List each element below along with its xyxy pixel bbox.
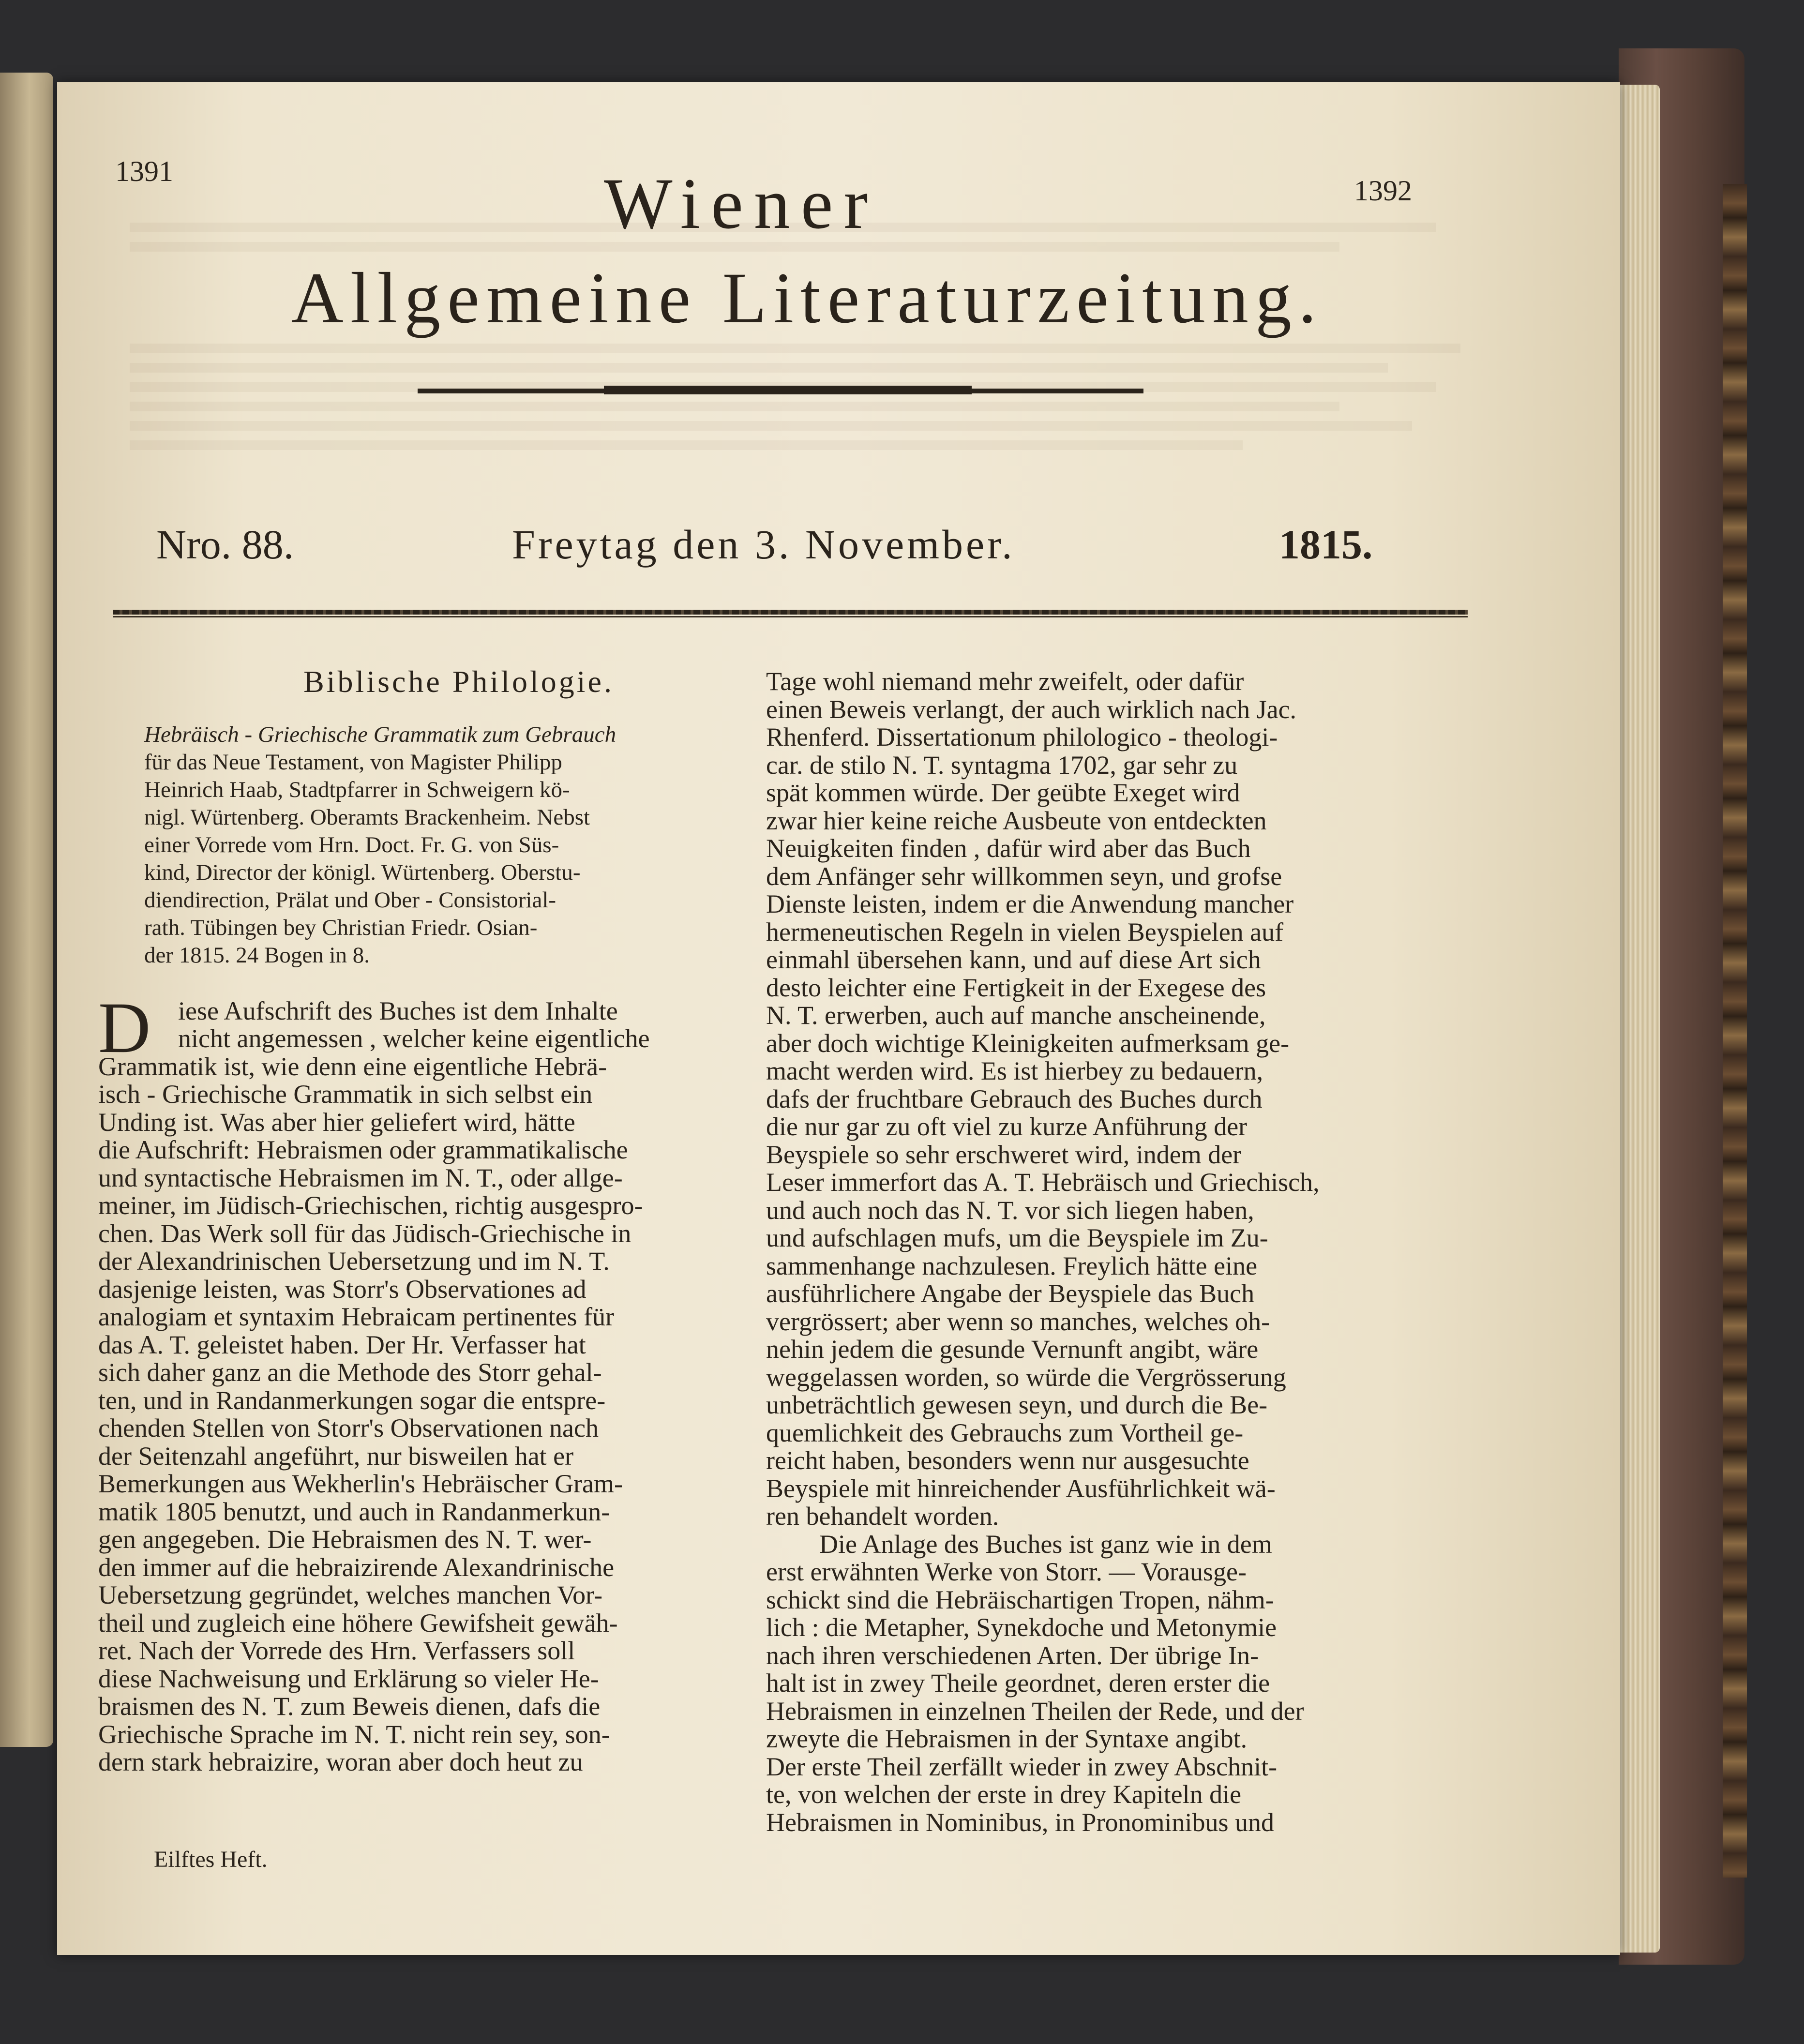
- body-line: die nur gar zu oft viel zu kurze Anführung der: [766, 1112, 1248, 1141]
- body-line: der Alexandrinischen Uebersetzung und im N. T.: [98, 1247, 610, 1276]
- body-line: iese Aufschrift des Buches ist dem Inhalte: [178, 996, 618, 1025]
- title-line: Hebräisch - Griechische Grammatik zum Gebrauch: [144, 721, 616, 747]
- title-line: kind, Director der königl. Würtenberg. Oberstu-: [144, 859, 581, 885]
- body-line: ret. Nach der Vorrede des Hrn. Verfassers soll: [98, 1636, 575, 1665]
- body-line: gen angegeben. Die Hebraismen des N. T. wer-: [98, 1525, 592, 1554]
- left-column: [98, 664, 747, 1776]
- title-line: rath. Tübingen bey Christian Friedr. Osian-: [144, 915, 538, 940]
- body-line: diese Nachweisung und Erklärung so vieler He-: [98, 1664, 599, 1693]
- body-line: sammenhange nachzulesen. Freylich hätte eine: [766, 1251, 1258, 1280]
- right-column: [766, 668, 1414, 1836]
- ornamental-rule: [113, 610, 1468, 615]
- title-line: nigl. Würtenberg. Oberamts Brackenheim. Nebst: [144, 804, 590, 830]
- marbled-cover-edge: [1723, 184, 1747, 1878]
- body-line: Unding ist. Was aber hier geliefert wird, hätte: [98, 1107, 575, 1137]
- body-line: vergrössert; aber wenn so manches, welches oh-: [766, 1307, 1270, 1336]
- body-line: die Aufschrift: Hebraismen oder grammatikalische: [98, 1135, 628, 1164]
- body-line: Griechische Sprache im N. T. nicht rein sey, son-: [98, 1719, 610, 1749]
- body-line: weggelassen worden, so würde die Vergrösserung: [766, 1362, 1286, 1392]
- facing-page-edge: [0, 73, 53, 1747]
- body-line: ten, und in Randanmerkungen sogar die entspre-: [98, 1385, 606, 1415]
- body-line: reicht haben, besonders wenn nur ausgesuchte: [766, 1446, 1249, 1475]
- body-line: macht werden wird. Es ist hierbey zu bedauern,: [766, 1056, 1263, 1085]
- body-line: meiner, im Jüdisch-Griechischen, richtig ausgespro-: [98, 1191, 643, 1220]
- body-line: Hebraismen in einzelnen Theilen der Rede, und der: [766, 1696, 1304, 1726]
- body-line: Bemerkungen aus Wekherlin's Hebräischer Gram-: [98, 1469, 623, 1498]
- review-body: [98, 987, 747, 1776]
- body-line: sich daher ganz an die Methode des Storr gehal-: [98, 1358, 602, 1387]
- body-line: Leser immerfort das A. T. Hebräisch und Griechisch,: [766, 1168, 1320, 1197]
- body-line: spät kommen würde. Der geübte Exeget wird: [766, 778, 1240, 807]
- body-line: schickt sind die Hebräischartigen Tropen, nähm-: [766, 1585, 1274, 1614]
- title-line: für das Neue Testament, von Magister Philipp: [144, 749, 562, 775]
- page-number-left: 1391: [115, 155, 173, 187]
- body-line: Tage wohl niemand mehr zweifelt, oder dafür: [766, 667, 1244, 696]
- body-line: analogiam et syntaxim Hebraicam pertinentes für: [98, 1302, 615, 1331]
- body-line: Hebraismen in Nominibus, in Pronominibus und: [766, 1807, 1274, 1837]
- body-line: car. de stilo N. T. syntagma 1702, gar sehr zu: [766, 750, 1238, 780]
- body-line: nehin jedem die gesunde Vernunft angibt, wäre: [766, 1335, 1259, 1364]
- title-line: diendirection, Prälat und Ober - Consistorial-: [144, 887, 556, 913]
- body-line: Dienste leisten, indem er die Anwendung mancher: [766, 889, 1294, 918]
- body-line: desto leichter eine Fertigkeit in der Exegese des: [766, 973, 1266, 1002]
- body-line: Der erste Theil zerfällt wieder in zwey Abschnit-: [766, 1752, 1278, 1781]
- body-line: ren behandelt worden.: [766, 1502, 999, 1531]
- body-line: Beyspiele mit hinreichender Ausführlichkeit wä-: [766, 1473, 1276, 1503]
- issue-number: Nro. 88.: [156, 521, 294, 568]
- page-number-right: 1392: [1354, 175, 1412, 207]
- body-line: N. T. erwerben, auch auf manche anscheinende,: [766, 1001, 1266, 1030]
- title-line: der 1815. 24 Bogen in 8.: [144, 942, 370, 968]
- body-line: ausführlichere Angabe der Beyspiele das Buch: [766, 1279, 1255, 1308]
- body-line: te, von welchen der erste in drey Kapiteln die: [766, 1780, 1242, 1809]
- body-line: isch - Griechische Grammatik in sich selbst ein: [98, 1080, 593, 1109]
- title-line: einer Vorrede vom Hrn. Doct. Fr. G. von Süs-: [144, 832, 559, 857]
- body-line: dafs der fruchtbare Gebrauch des Buches durch: [766, 1084, 1263, 1113]
- body-line: zweyte die Hebraismen in der Syntaxe angibt.: [766, 1724, 1248, 1753]
- body-line: chenden Stellen von Storr's Observationen nach: [98, 1413, 599, 1443]
- book-title-block: [98, 721, 747, 969]
- body-line: erst erwähnten Werke von Storr. — Vorausge-: [766, 1557, 1247, 1586]
- body-line: matik 1805 benutzt, und auch in Randanmerkun-: [98, 1497, 610, 1526]
- masthead-title-line2: Allgemeine Literaturzeitung.: [291, 258, 1323, 338]
- body-line: lich : die Metapher, Synekdoche und Metonymie: [766, 1613, 1277, 1642]
- body-line: dern stark hebraizire, woran aber doch heut zu: [98, 1747, 583, 1776]
- body-line: Die Anlage des Buches ist ganz wie in dem: [819, 1529, 1272, 1559]
- body-line: einen Beweis verlangt, der auch wirklich nach Jac.: [766, 694, 1297, 724]
- body-line: nicht angemessen , welcher keine eigentliche: [178, 1024, 650, 1053]
- body-line: Rhenferd. Dissertationum philologico - theologi-: [766, 722, 1278, 751]
- body-line: Neuigkeiten finden , dafür wird aber das Buch: [766, 834, 1251, 863]
- drop-cap: D: [98, 987, 151, 1068]
- body-line: dasjenige leisten, was Storr's Observationes ad: [98, 1274, 586, 1304]
- body-line: unbeträchtlich gewesen seyn, und durch die Be-: [766, 1390, 1268, 1419]
- masthead-rule-thick: [604, 386, 972, 394]
- body-line: Uebersetzung gegründet, welches manchen Vor-: [98, 1580, 603, 1609]
- body-line: und auch noch das N. T. vor sich liegen haben,: [766, 1195, 1254, 1225]
- body-line: dem Anfänger sehr willkommen seyn, und grofse: [766, 861, 1282, 891]
- body-line: hermeneutischen Regeln in vielen Beyspielen auf: [766, 917, 1284, 947]
- signature-mark: Eilftes Heft.: [154, 1847, 268, 1872]
- body-line: und aufschlagen mufs, um die Beyspiele im Zu-: [766, 1223, 1268, 1252]
- body-line: quemlichkeit des Gebrauchs zum Vortheil ge-: [766, 1418, 1244, 1447]
- masthead-title-line1: Wiener: [604, 164, 879, 244]
- body-line: einmahl übersehen kann, und auf diese Art sich: [766, 945, 1261, 974]
- body-line: zwar hier keine reiche Ausbeute von entdeckten: [766, 806, 1267, 835]
- body-line: theil und zugleich eine höhere Gewifsheit gewäh-: [98, 1608, 618, 1638]
- section-heading: Biblische Philologie.: [303, 664, 614, 699]
- body-line: und syntactische Hebraismen im N. T., oder allge-: [98, 1163, 623, 1192]
- body-line: Beyspiele so sehr erschweret wird, indem der: [766, 1140, 1242, 1169]
- body-line: halt ist in zwey Theile geordnet, deren erster die: [766, 1668, 1270, 1698]
- newspaper-page: [57, 82, 1620, 1955]
- body-line: chen. Das Werk soll für das Jüdisch-Griechische in: [98, 1218, 631, 1248]
- body-line: aber doch wichtige Kleinigkeiten aufmerksam ge-: [766, 1028, 1290, 1058]
- body-line: nach ihren verschiedenen Arten. Der übrige In-: [766, 1640, 1259, 1670]
- body-line: das A. T. geleistet haben. Der Hr. Verfasser hat: [98, 1330, 586, 1359]
- body-line: braismen des N. T. zum Beweis dienen, dafs die: [98, 1692, 601, 1721]
- title-line: Heinrich Haab, Stadtpfarrer in Schweigern kö-: [144, 777, 570, 802]
- issue-date: Freytag den 3. November.: [512, 521, 1015, 568]
- body-line: Grammatik ist, wie denn eine eigentliche Hebrä-: [98, 1052, 607, 1081]
- issue-year: 1815.: [1279, 521, 1373, 568]
- body-line: der Seitenzahl angeführt, nur bisweilen hat er: [98, 1441, 574, 1471]
- ornamental-rule-underline: [113, 616, 1468, 617]
- body-line: den immer auf die hebraizirende Alexandrinische: [98, 1552, 615, 1582]
